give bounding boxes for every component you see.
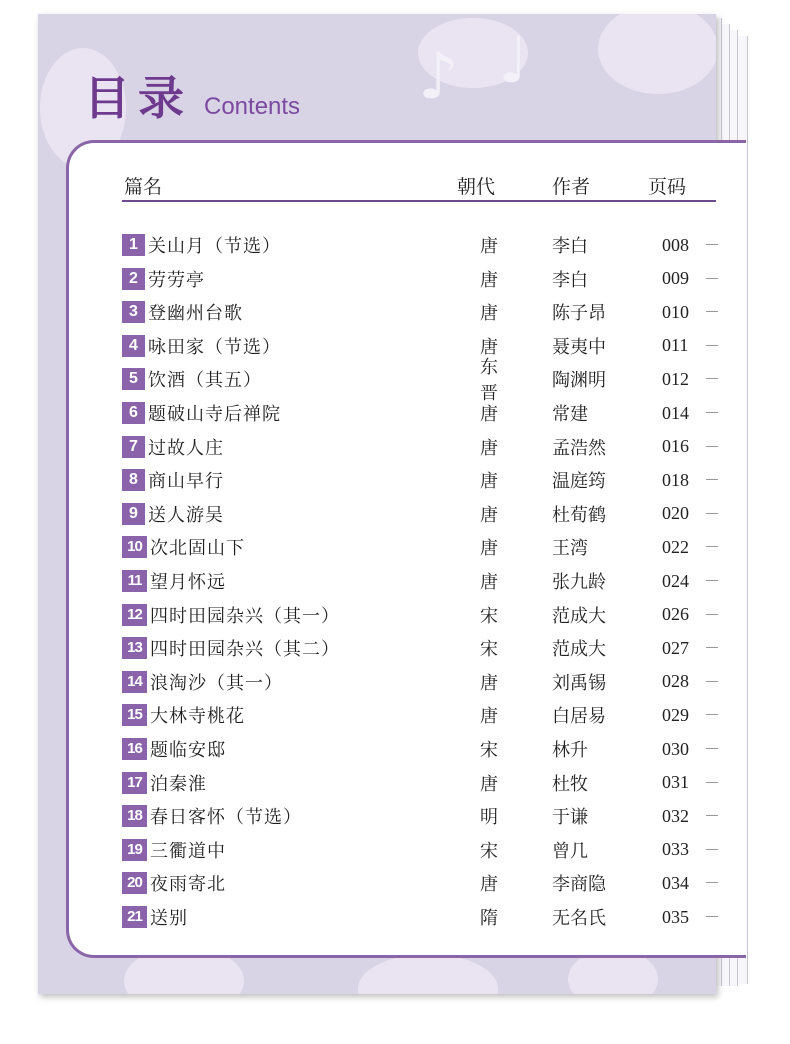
page-tick-mark	[706, 748, 718, 749]
entry-author: 范成大	[552, 605, 606, 627]
toc-entry[interactable]	[122, 432, 722, 462]
entry-number-badge: 15	[122, 704, 147, 726]
entry-number-badge: 14	[122, 671, 147, 693]
entry-number-badge: 2	[122, 268, 145, 290]
page-tick-mark	[706, 345, 718, 346]
entry-dynasty: 宋	[480, 639, 498, 661]
header-divider	[122, 200, 716, 202]
leaf-decoration	[598, 14, 716, 94]
entry-author: 陈子昂	[552, 303, 606, 325]
heading-title-en: Contents	[204, 93, 301, 120]
page-tick-mark	[706, 244, 718, 245]
entry-number-badge: 1	[122, 234, 145, 256]
entry-page-number: 008	[662, 234, 689, 255]
column-header-dynasty: 朝代	[457, 176, 496, 198]
page-tick-mark	[706, 311, 718, 312]
entry-title: 饮酒（其五）	[148, 370, 262, 392]
entry-dynasty: 唐	[480, 773, 498, 795]
entry-author: 常建	[552, 404, 588, 425]
entry-dynasty: 唐	[480, 504, 498, 526]
entry-author: 曾几	[552, 840, 588, 862]
entry-dynasty: 唐	[480, 236, 498, 257]
entry-title: 泊秦淮	[150, 773, 207, 795]
entry-title: 浪淘沙（其一）	[150, 672, 283, 694]
entry-page-number: 031	[662, 772, 689, 793]
entry-title: 劳劳亭	[148, 269, 205, 291]
entry-page-number: 010	[662, 301, 689, 322]
entry-dynasty: 唐	[480, 538, 498, 560]
toc-entry[interactable]	[122, 566, 722, 596]
entry-author: 李商隐	[552, 874, 606, 896]
entry-number-badge: 11	[122, 570, 147, 592]
entry-dynasty: 唐	[480, 269, 498, 291]
entry-author: 范成大	[552, 639, 606, 661]
toc-entry[interactable]	[122, 902, 722, 932]
entry-number-badge: 9	[122, 503, 145, 525]
entry-page-number: 035	[662, 906, 689, 927]
entry-number-badge: 13	[122, 637, 147, 659]
entry-dynasty: 唐	[480, 404, 498, 425]
page-tick-mark	[706, 815, 718, 816]
entry-dynasty: 东晋	[480, 357, 498, 405]
entry-page-number: 022	[662, 536, 689, 557]
page-tick-mark	[706, 647, 718, 648]
entry-author: 杜荀鹤	[552, 504, 606, 526]
toc-entry[interactable]	[122, 357, 722, 405]
page-tick-mark	[706, 782, 718, 783]
entry-title: 四时田园杂兴（其一）	[150, 605, 340, 627]
entry-page-number: 009	[662, 268, 689, 289]
entry-page-number: 012	[662, 368, 689, 389]
page-tick-mark	[706, 513, 718, 514]
entry-number-badge: 10	[122, 536, 147, 558]
toc-entry[interactable]	[122, 230, 722, 260]
entry-title: 咏田家（节选）	[148, 336, 281, 358]
entry-title: 春日客怀（节选）	[150, 807, 302, 829]
entry-author: 林升	[552, 740, 588, 761]
entry-page-number: 014	[662, 402, 689, 423]
page-tick-mark	[706, 916, 718, 917]
entry-title: 次北固山下	[150, 538, 245, 560]
column-header-page: 页码	[648, 176, 687, 198]
page-tick-mark	[706, 412, 718, 413]
entry-page-number: 027	[662, 637, 689, 658]
page-tick-mark	[706, 580, 718, 581]
entry-page-number: 033	[662, 839, 689, 860]
entry-author: 刘禹锡	[552, 672, 606, 694]
page-tick-mark	[706, 714, 718, 715]
entry-dynasty: 宋	[480, 605, 498, 627]
entry-author: 白居易	[552, 706, 606, 728]
music-note-icon: ♪	[418, 40, 459, 114]
entry-number-badge: 17	[122, 772, 147, 794]
entry-page-number: 026	[662, 604, 689, 625]
toc-entry[interactable]	[122, 297, 722, 327]
entry-number-badge: 5	[122, 368, 145, 390]
column-header-author: 作者	[552, 176, 591, 198]
entry-dynasty: 明	[480, 807, 498, 829]
entry-author: 张九龄	[552, 572, 606, 593]
toc-entry[interactable]	[122, 600, 722, 630]
entry-title: 夜雨寄北	[150, 874, 226, 896]
entry-number-badge: 18	[122, 805, 147, 827]
toc-entry[interactable]	[122, 331, 722, 361]
music-note-icon: ♩	[498, 24, 529, 98]
entry-page-number: 028	[662, 671, 689, 692]
entry-page-number: 034	[662, 872, 689, 893]
entry-title: 大林寺桃花	[150, 706, 245, 728]
entry-page-number: 020	[662, 503, 689, 524]
toc-entry[interactable]	[122, 835, 722, 865]
entry-author: 陶渊明	[552, 370, 606, 392]
entry-number-badge: 20	[122, 872, 147, 894]
entry-dynasty: 唐	[480, 437, 498, 459]
entry-title: 登幽州台歌	[148, 303, 243, 325]
page-tick-mark	[706, 278, 718, 279]
entry-title: 三衢道中	[150, 840, 226, 862]
entry-dynasty: 宋	[480, 840, 498, 862]
toc-entry[interactable]	[122, 768, 722, 798]
toc-entry[interactable]	[122, 700, 722, 730]
entry-page-number: 029	[662, 704, 689, 725]
entry-number-badge: 4	[122, 335, 145, 357]
entry-author: 孟浩然	[552, 437, 606, 459]
entry-title: 关山月（节选）	[148, 236, 281, 257]
entry-author: 聂夷中	[552, 336, 606, 358]
entry-number-badge: 21	[122, 906, 147, 928]
column-header-title: 篇名	[124, 176, 163, 198]
entry-number-badge: 6	[122, 402, 145, 424]
entry-title: 过故人庄	[148, 437, 224, 459]
entry-dynasty: 唐	[480, 471, 498, 493]
entry-dynasty: 唐	[480, 706, 498, 728]
entry-dynasty: 隋	[480, 908, 498, 929]
entry-title: 送人游吴	[148, 504, 224, 526]
entry-title: 四时田园杂兴（其二）	[150, 639, 340, 661]
entry-author: 王湾	[552, 538, 588, 560]
entry-title: 商山早行	[148, 471, 224, 493]
entry-dynasty: 唐	[480, 672, 498, 694]
toc-entry[interactable]	[122, 801, 722, 831]
entry-number-badge: 16	[122, 738, 147, 760]
entry-title: 题破山寺后禅院	[148, 404, 281, 425]
entry-dynasty: 唐	[480, 303, 498, 325]
entry-page-number: 018	[662, 469, 689, 490]
entry-author: 杜牧	[552, 773, 588, 795]
page-heading	[84, 62, 300, 128]
entry-number-badge: 19	[122, 839, 147, 861]
entry-author: 无名氏	[552, 908, 606, 929]
entry-author: 李白	[552, 236, 588, 257]
heading-title-cn: 目录	[84, 71, 192, 125]
entry-page-number: 032	[662, 805, 689, 826]
toc-entry[interactable]	[122, 499, 722, 529]
toc-entry[interactable]	[122, 633, 722, 663]
toc-entry[interactable]	[122, 264, 722, 294]
entry-page-number: 011	[662, 335, 689, 356]
toc-entry[interactable]	[122, 398, 722, 428]
entry-number-badge: 8	[122, 469, 145, 491]
page-tick-mark	[706, 479, 718, 480]
page-tick-mark	[706, 614, 718, 615]
entry-number-badge: 7	[122, 436, 145, 458]
toc-entry[interactable]	[122, 734, 722, 764]
entry-dynasty: 唐	[480, 572, 498, 593]
entry-author: 李白	[552, 269, 588, 291]
toc-entry[interactable]	[122, 532, 722, 562]
entry-title: 题临安邸	[150, 740, 226, 761]
page-tick-mark	[706, 378, 718, 379]
page-tick-mark	[706, 446, 718, 447]
entry-title: 望月怀远	[150, 572, 226, 593]
entry-number-badge: 3	[122, 301, 145, 323]
entry-page-number: 016	[662, 436, 689, 457]
page-tick-mark	[706, 849, 718, 850]
entry-number-badge: 12	[122, 604, 147, 626]
page-tick-mark	[706, 681, 718, 682]
toc-entry[interactable]	[122, 465, 722, 495]
entry-author: 于谦	[552, 807, 588, 829]
leaf-decoration	[358, 954, 498, 994]
entry-dynasty: 唐	[480, 336, 498, 358]
entry-dynasty: 唐	[480, 874, 498, 896]
entry-author: 温庭筠	[552, 471, 606, 493]
entry-page-number: 030	[662, 738, 689, 759]
entry-dynasty: 宋	[480, 740, 498, 761]
page-tick-mark	[706, 546, 718, 547]
page-tick-mark	[706, 882, 718, 883]
entry-title: 送别	[150, 908, 188, 929]
toc-entry[interactable]	[122, 667, 722, 697]
toc-entry[interactable]	[122, 868, 722, 898]
entry-page-number: 024	[662, 570, 689, 591]
